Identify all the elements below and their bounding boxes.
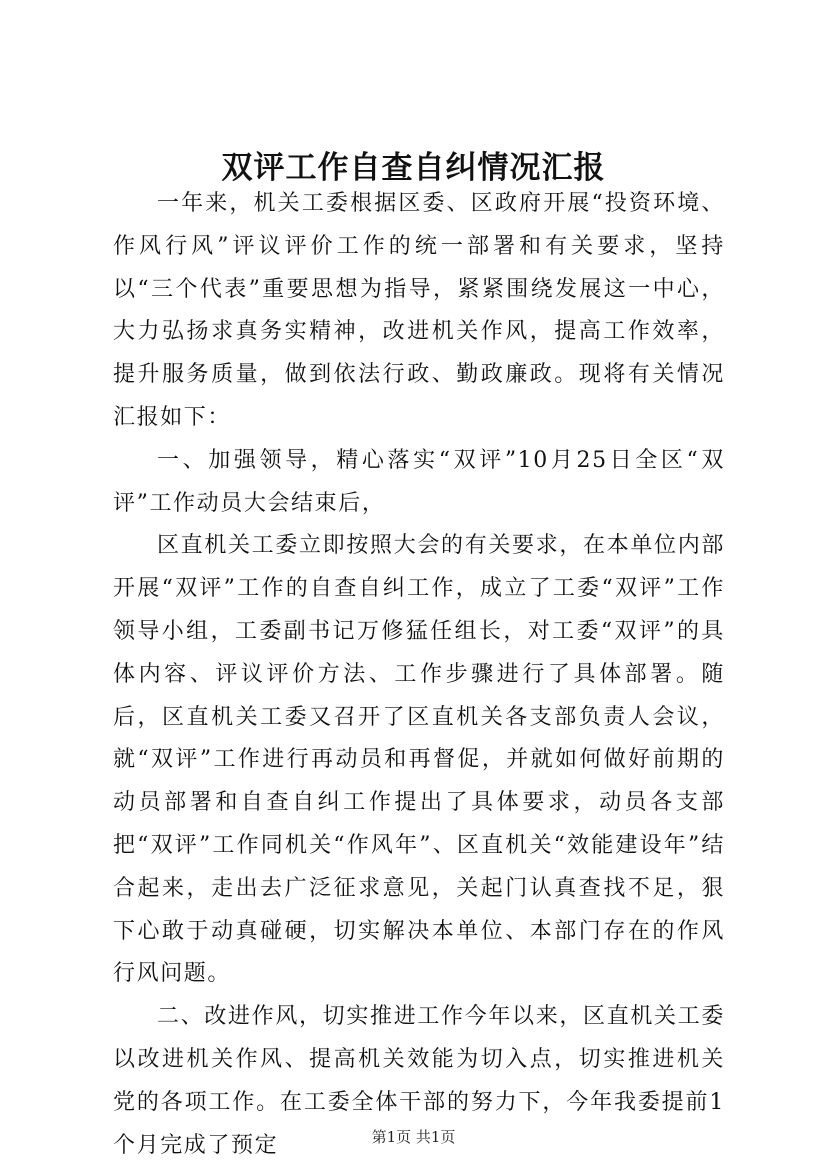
paragraph-section-one-body: 区直机关工委立即按照大会的有关要求，在本单位内部开展“双评”工作的自查自纠工作，成立了工委“双评”工作领导小组，工委副书记万修猛任组长，对工委“双评”的具体内容、评议评价方法、工作步骤进行了具体部署。随后，区直机关工委又召开了区直机关各支部负责人会议，就“双评”工作进行再动员和再督促，并就如何做好前期的动员部署和自查自纠工作提出了具体要求，动员各支部把“双评”工作同机关“作风年”、区直机关“效能建设年”结合起来，走出去广泛征求意见，关起门认真查找不足，狠下心敢于动真碰硬，切实解决本单位、本部门存在的作风行风问题。: [113, 533, 725, 987]
paragraph-intro: 一年来，机关工委根据区委、区政府开展“投资环境、作风行风”评议评价工作的统一部署和有关要求，坚持以“三个代表”重要思想为指导，紧紧围绕发展这一中心，大力弘扬求真务实精神，改进机关作风，提高工作效率，提升服务质量，做到依法行政、勤政廉政。现将有关情况汇报如下：: [113, 191, 725, 430]
page-number-footer: 第1页 共1页: [371, 1128, 456, 1146]
paragraph-section-two: 二、改进作风，切实推进工作今年以来，区直机关工委以改进机关作风、提高机关效能为切入点，切实推进机关党的各项工作。在工委全体干部的努力下，今年我委提前1个月完成了预定: [113, 1004, 725, 1158]
document-body: [113, 183, 725, 1167]
document-title: 双评工作自查自纠情况汇报: [221, 150, 606, 186]
paragraph-section-one-heading: 一、加强领导，精心落实“双评”10月25日全区“双评”工作动员大会结束后，: [113, 447, 725, 516]
